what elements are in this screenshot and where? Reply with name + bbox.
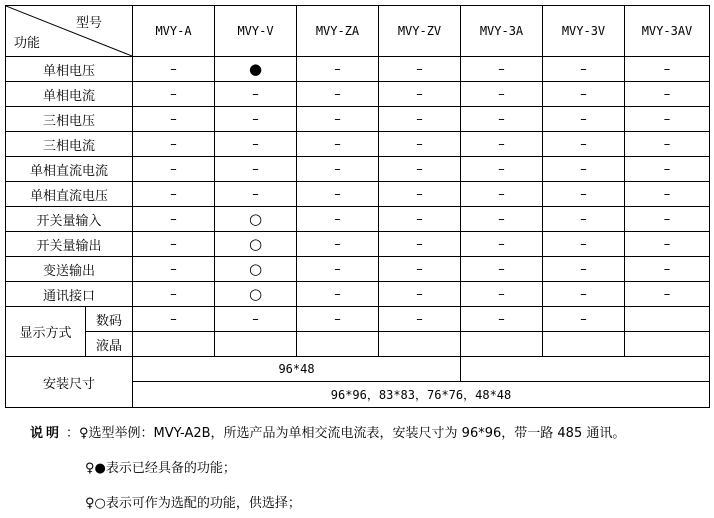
table-row (6, 132, 710, 157)
mark-cell: ○ (215, 207, 297, 232)
table-row (6, 207, 710, 232)
note-open-circle: ♀○表示可作为选配的功能，供选择； (85, 496, 301, 511)
function-label-cell: 开关量输出 (6, 232, 133, 257)
mark-cell: – (297, 57, 379, 82)
mark-cell: – (461, 107, 543, 132)
display-mode-label: 显示方式 (6, 307, 86, 357)
mark-cell: – (215, 107, 297, 132)
mark-cell (461, 332, 543, 357)
mark-cell: – (461, 207, 543, 232)
table-row (6, 282, 710, 307)
mark-cell: – (297, 232, 379, 257)
mark-cell: – (379, 232, 461, 257)
function-label: 功能 (14, 36, 41, 51)
mark-cell (297, 332, 379, 357)
mark-cell: – (379, 182, 461, 207)
note-filled-dot: ♀●表示已经具备的功能； (85, 461, 236, 476)
mark-cell: – (461, 132, 543, 157)
mark-cell: – (625, 182, 710, 207)
mark-cell: – (297, 107, 379, 132)
mark-cell: – (379, 82, 461, 107)
mark-cell: – (379, 157, 461, 182)
mark-cell: – (543, 232, 625, 257)
mark-cell: – (133, 307, 215, 332)
mark-cell (379, 332, 461, 357)
mark-cell: ○ (215, 257, 297, 282)
mark-cell: – (625, 107, 710, 132)
mark-cell: – (297, 282, 379, 307)
spec-table (5, 5, 710, 408)
mark-cell: – (543, 57, 625, 82)
mark-cell: – (297, 157, 379, 182)
mark-cell: – (297, 132, 379, 157)
mark-cell: – (543, 282, 625, 307)
mark-cell: – (625, 207, 710, 232)
function-label-cell: 单相直流电压 (6, 182, 133, 207)
mounting-row-small (6, 357, 710, 382)
mark-cell: – (625, 232, 710, 257)
mounting-size-large: 96*96，83*83，76*76，48*48 (133, 382, 710, 408)
table-row (6, 157, 710, 182)
model-header: MVY-3AV (625, 6, 710, 57)
mark-cell: – (215, 132, 297, 157)
table-row (6, 232, 710, 257)
empty-cell (461, 357, 710, 382)
note-example (30, 422, 625, 441)
function-label-cell: 开关量输入 (6, 207, 133, 232)
mark-cell: – (133, 182, 215, 207)
mounting-size-label: 安装尺寸 (6, 357, 133, 408)
mark-cell: – (461, 82, 543, 107)
mark-cell: – (461, 257, 543, 282)
mark-cell: – (133, 157, 215, 182)
header-row (6, 6, 710, 57)
mark-cell: – (379, 257, 461, 282)
mark-cell: – (133, 57, 215, 82)
mark-cell: – (543, 307, 625, 332)
mark-cell: – (461, 157, 543, 182)
mark-cell: – (379, 57, 461, 82)
mark-cell: – (543, 107, 625, 132)
mark-cell: – (625, 132, 710, 157)
table-row (6, 82, 710, 107)
mark-cell: – (215, 157, 297, 182)
notes-title: 说明 (30, 426, 63, 441)
mark-cell: – (625, 257, 710, 282)
mark-cell: – (379, 307, 461, 332)
mark-cell (625, 307, 710, 332)
mark-cell: – (133, 107, 215, 132)
function-label-cell: 单相直流电流 (6, 157, 133, 182)
display-row-lcd (6, 332, 710, 357)
mark-cell: ○ (215, 232, 297, 257)
mark-cell: – (215, 307, 297, 332)
mark-cell: – (625, 82, 710, 107)
model-header: MVY-V (215, 6, 297, 57)
mark-cell: – (379, 132, 461, 157)
mark-cell: – (297, 257, 379, 282)
mark-cell: – (133, 207, 215, 232)
mark-cell (625, 332, 710, 357)
mark-cell (215, 332, 297, 357)
mark-cell: – (297, 182, 379, 207)
mark-cell: – (133, 257, 215, 282)
mark-cell: – (543, 157, 625, 182)
table-row (6, 57, 710, 82)
mark-cell: – (461, 232, 543, 257)
model-header: MVY-3A (461, 6, 543, 57)
notes-colon: ： (66, 426, 80, 441)
mark-cell: – (543, 82, 625, 107)
mark-cell: – (543, 132, 625, 157)
function-label-cell: 单相电压 (6, 57, 133, 82)
mark-cell: – (625, 282, 710, 307)
table-row (6, 182, 710, 207)
mark-cell: – (625, 57, 710, 82)
model-header: MVY-ZA (297, 6, 379, 57)
mark-cell: ○ (215, 282, 297, 307)
mark-cell: – (215, 82, 297, 107)
mark-cell: – (461, 57, 543, 82)
mark-cell: – (215, 182, 297, 207)
mark-cell: – (379, 107, 461, 132)
mark-cell: ● (215, 57, 297, 82)
type-label: 型号 (75, 16, 102, 31)
diagonal-header-cell (6, 6, 133, 57)
digital-label: 数码 (86, 307, 133, 332)
mark-cell: – (461, 307, 543, 332)
model-header: MVY-A (133, 6, 215, 57)
note-line-1: ♀选型举例：MVY-A2B，所选产品为单相交流电流表，安装尺寸为 96*96，带一路 485 通讯。 (79, 426, 626, 441)
mark-cell: – (543, 207, 625, 232)
mark-cell: – (297, 82, 379, 107)
mark-cell: – (133, 282, 215, 307)
mark-cell: – (297, 307, 379, 332)
function-label-cell: 三相电流 (6, 132, 133, 157)
model-header: MVY-3V (543, 6, 625, 57)
function-label-cell: 单相电流 (6, 82, 133, 107)
mark-cell: – (543, 182, 625, 207)
mark-cell (133, 332, 215, 357)
display-row-digital (6, 307, 710, 332)
mark-cell: – (133, 132, 215, 157)
table-row (6, 107, 710, 132)
mark-cell: – (133, 82, 215, 107)
function-label-cell: 通讯接口 (6, 282, 133, 307)
mark-cell: – (461, 282, 543, 307)
mark-cell: – (543, 257, 625, 282)
mark-cell: – (379, 207, 461, 232)
mark-cell (543, 332, 625, 357)
mark-cell: – (133, 232, 215, 257)
lcd-label: 液晶 (86, 332, 133, 357)
function-label-cell: 三相电压 (6, 107, 133, 132)
mark-cell: – (625, 157, 710, 182)
table-row (6, 257, 710, 282)
model-header: MVY-ZV (379, 6, 461, 57)
mark-cell: – (461, 182, 543, 207)
function-label-cell: 变送输出 (6, 257, 133, 282)
mounting-size-small: 96*48 (133, 357, 461, 382)
mark-cell: – (297, 207, 379, 232)
mark-cell: – (379, 282, 461, 307)
